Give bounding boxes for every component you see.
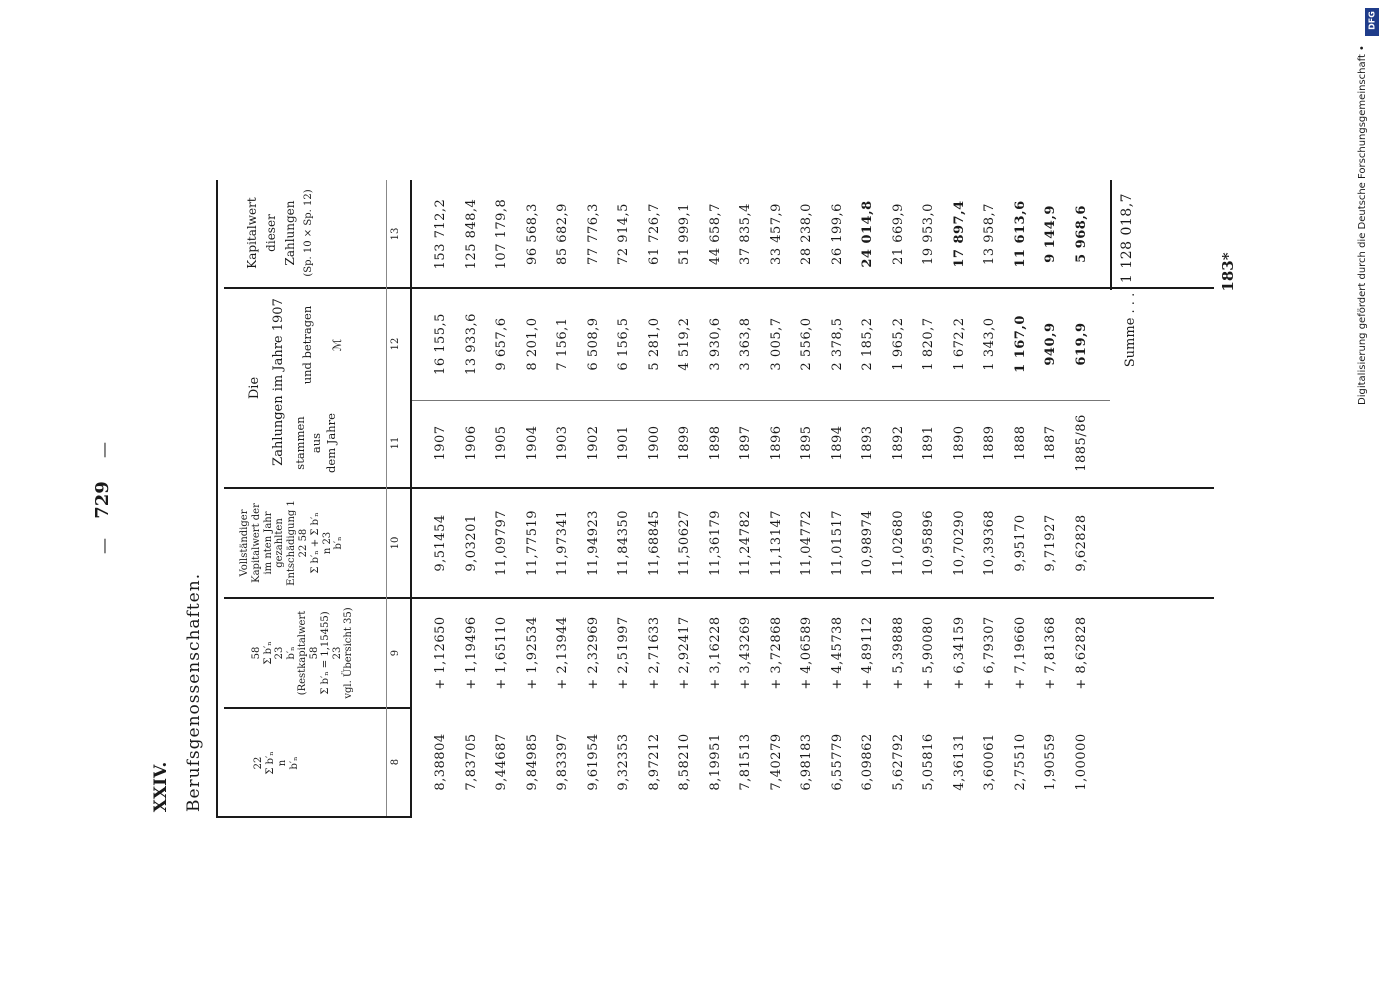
table-cell-col10: 10,95896 <box>921 509 936 577</box>
table-cell-col9: + 1,92534 <box>524 616 540 690</box>
header-col10-line2: Kapitalwert der <box>250 503 262 583</box>
table-cell-col8: 8,38804 <box>433 733 448 791</box>
table-cell-col10: 9,71927 <box>1043 514 1058 572</box>
table-cell-col8: 6,09862 <box>860 733 875 791</box>
table-cell-col8: 6,98183 <box>799 733 814 791</box>
header-col8-denominator: b′ₙ <box>289 756 300 770</box>
table-cell-col10: 11,68845 <box>646 509 662 577</box>
table-cell-col12: 3 930,6 <box>707 317 723 371</box>
table-cell-col10: 11,04772 <box>799 509 814 577</box>
table-cell-col13: 13 958,7 <box>982 203 997 265</box>
table-cell-col13: 96 568,3 <box>524 203 540 265</box>
table-cell-col9: + 2,32969 <box>585 616 601 690</box>
table-cell-col12: 13 933,6 <box>463 313 479 375</box>
table-cell-col12: 3 363,8 <box>738 317 753 371</box>
header-col10-limits-upper: 22 58 <box>297 528 309 558</box>
header-col11-line1: stammen <box>293 416 307 470</box>
table-cell-col12: 6 508,9 <box>585 317 601 371</box>
table-cell-col8: 7,81513 <box>738 733 753 791</box>
header-col11 <box>293 395 379 491</box>
table-cell-col13: 77 776,3 <box>585 203 601 265</box>
table-cell-col13: 33 457,9 <box>768 203 784 265</box>
dfg-logo <box>1365 8 1379 36</box>
table-cell-col8: 9,83397 <box>555 733 570 791</box>
page-dash-top: — <box>94 442 113 458</box>
table-cell-col8: 8,58210 <box>677 733 692 791</box>
table-cell-col11: 1904 <box>524 425 540 461</box>
table-cell-col10: 11,94923 <box>585 509 601 577</box>
page-dash-bottom: — <box>94 538 113 554</box>
table-cell-col10: 11,13147 <box>768 509 784 577</box>
table-cell-col9: + 2,51997 <box>616 616 631 690</box>
table-cell-col13: 153 712,2 <box>433 198 448 270</box>
table-cell-col13: 51 999,1 <box>677 203 692 265</box>
table-cell-col9: + 2,92417 <box>677 616 692 690</box>
table-cell-col13: 107 179,8 <box>494 198 509 270</box>
table-cell-col10: 11,09797 <box>494 509 509 577</box>
header-col11-line3: dem Jahre <box>324 413 339 473</box>
table-cell-col9: + 6,34159 <box>951 616 967 690</box>
table-cell-col9: + 3,43269 <box>738 616 753 690</box>
table-cell-col13: 9 144,9 <box>1043 205 1058 263</box>
table-cell-col9: + 2,13944 <box>555 616 570 690</box>
table-cell-col13: 44 658,7 <box>707 203 723 265</box>
table-cell-col9: + 1,65110 <box>494 616 509 690</box>
table-cell-col11: 1907 <box>433 425 448 461</box>
table-cell-col8: 2,75510 <box>1012 733 1028 791</box>
table-cell-col11: 1902 <box>585 425 601 461</box>
table-cell-col9: + 4,89112 <box>860 616 875 690</box>
header-col13-line2: dieser <box>264 214 279 252</box>
table-cell-col9: + 7,19660 <box>1012 616 1028 690</box>
table-cell-col12: 16 155,5 <box>433 313 448 375</box>
header-col12-line1: und betragen <box>300 305 314 385</box>
table-cell-col9: + 5,39888 <box>890 616 906 690</box>
header-col8-lower: n <box>277 759 288 767</box>
header-col8-sum: Σ b′ₙ <box>265 751 276 775</box>
table-cell-col9: + 1,12650 <box>433 616 448 690</box>
section-number: XXIV. <box>151 761 171 813</box>
page-number: 729 <box>92 481 113 519</box>
header-col10-line5: Entschädigung 1 <box>286 500 298 586</box>
table-cell-col12: 619,9 <box>1073 322 1089 366</box>
table-cell-col11: 1888 <box>1012 425 1028 461</box>
table-cell-col8: 9,84985 <box>524 733 540 791</box>
table-cell-col10: 11,77519 <box>524 509 540 577</box>
header-col9-sum: Σ b′ₙ <box>262 641 274 665</box>
table-cell-col10: 11,36179 <box>707 509 723 577</box>
table-left-rule <box>216 180 218 818</box>
table-cell-col8: 7,83705 <box>463 733 479 791</box>
section-title: Berufsgenossenschaften. <box>184 572 204 812</box>
table-cell-col12: 6 156,5 <box>616 317 631 371</box>
table-cell-col9: + 8,62828 <box>1073 616 1089 690</box>
table-cell-col12: 1 167,0 <box>1012 315 1028 373</box>
signature-mark: 183* <box>1219 252 1237 292</box>
table-rule-col12 <box>410 400 1110 401</box>
summe-rule <box>1110 180 1112 290</box>
header-col10-limits-lower: n 23 <box>321 531 333 555</box>
table-cell-col8: 9,61954 <box>585 733 601 791</box>
header-col12-unit: ℳ <box>329 338 344 352</box>
header-group-die: Die <box>247 376 262 400</box>
table-cell-col12: 1 672,2 <box>951 317 967 371</box>
table-cell-col8: 1,00000 <box>1073 733 1089 791</box>
table-cell-col10: 11,84350 <box>616 509 631 577</box>
table-cell-col13: 61 726,7 <box>646 203 662 265</box>
table-cell-col10: 11,01517 <box>829 509 845 577</box>
table-cell-col11: 1901 <box>616 425 631 461</box>
table-cell-col11: 1893 <box>860 425 875 461</box>
table-cell-col11: 1885/86 <box>1073 414 1089 472</box>
table-cell-col12: 3 005,7 <box>768 317 784 371</box>
table-cell-col11: 1892 <box>890 425 906 461</box>
table-cell-col13: 28 238,0 <box>799 203 814 265</box>
column-number: 10 <box>390 536 401 550</box>
header-col9-note-sum: Σ b′ₙ = 1,15455) <box>320 611 331 695</box>
table-cell-col10: 11,02680 <box>890 509 906 577</box>
header-col9-reference: vgl. Übersicht 35) <box>343 607 354 699</box>
table-cell-col13: 17 897,4 <box>951 200 967 268</box>
table-cell-col10: 9,03201 <box>463 514 479 572</box>
table-cell-col12: 2 185,2 <box>860 317 875 371</box>
table-cell-col10: 9,62828 <box>1073 514 1089 572</box>
table-cell-col11: 1900 <box>646 425 662 461</box>
header-col9-note: (Restkapitalwert <box>297 610 308 696</box>
table-cell-col11: 1890 <box>951 425 967 461</box>
table-cell-col11: 1905 <box>494 425 509 461</box>
table-cell-col11: 1906 <box>463 425 479 461</box>
column-number: 13 <box>390 227 401 241</box>
table-cell-col12: 940,9 <box>1043 322 1058 366</box>
table-cell-col13: 5 968,6 <box>1073 205 1089 263</box>
table-cell-col10: 10,70290 <box>951 509 967 577</box>
table-cell-col8: 9,32353 <box>616 733 631 791</box>
table-cell-col9: + 3,72868 <box>768 616 784 690</box>
table-cell-col10: 9,95170 <box>1012 514 1028 572</box>
table-cell-col13: 125 848,4 <box>463 198 479 270</box>
table-cell-col10: 11,50627 <box>677 509 692 577</box>
header-column-number-rule <box>386 180 387 816</box>
table-cell-col9: + 2,71633 <box>646 616 662 690</box>
table-cell-col13: 21 669,9 <box>890 203 906 265</box>
header-col9-lower: 23 <box>274 646 285 660</box>
table-cell-col11: 1889 <box>982 425 997 461</box>
table-cell-col9: + 4,45738 <box>829 616 845 690</box>
table-cell-col12: 1 965,2 <box>890 317 906 371</box>
table-cell-col8: 8,97212 <box>646 733 662 791</box>
header-col8-upper: 22 <box>253 756 264 770</box>
table-cell-col9: + 3,16228 <box>707 616 723 690</box>
header-col9-denominator: b′ₙ <box>285 646 297 660</box>
table-cell-col11: 1897 <box>738 425 753 461</box>
table-cell-col10: 9,51454 <box>433 514 448 572</box>
table-cell-col9: + 1,19496 <box>463 616 479 690</box>
column-number: 11 <box>390 436 401 450</box>
header-col13-line1: Kapitalwert <box>245 197 259 269</box>
column-number: 9 <box>390 649 401 657</box>
table-cell-col12: 1 820,7 <box>921 317 936 371</box>
table-cell-col13: 11 613,6 <box>1012 200 1028 268</box>
table-cell-col12: 4 519,2 <box>677 317 692 371</box>
table-cell-col9: + 6,79307 <box>982 616 997 690</box>
header-body-rule <box>410 180 412 818</box>
header-col9-note-upper: 58 <box>308 646 320 660</box>
table-cell-col12: 2 378,5 <box>829 317 845 371</box>
header-col9-note-lower: 23 <box>331 646 343 660</box>
column-number: 8 <box>390 758 401 766</box>
column-number: 12 <box>390 337 401 351</box>
table-cell-col11: 1903 <box>555 425 570 461</box>
header-col10-line3: im nten Jahr <box>262 511 274 575</box>
header-col9-upper: 58 <box>251 646 262 660</box>
table-cell-col12: 2 556,0 <box>799 317 814 371</box>
header-col13 <box>243 133 349 333</box>
table-cell-col9: + 5,90080 <box>921 616 936 690</box>
table-cell-col10: 10,98974 <box>860 509 875 577</box>
table-cell-col11: 1896 <box>768 425 784 461</box>
table-cell-col9: + 7,81368 <box>1043 616 1058 690</box>
table-cell-col8: 4,36131 <box>951 733 967 791</box>
header-col10-formula: Σ b′ₙ + Σ b′ₙ <box>309 512 321 574</box>
header-col10-line4: gezahlten <box>274 518 286 568</box>
table-cell-col13: 37 835,4 <box>738 203 753 265</box>
table-cell-col10: 11,24782 <box>738 509 753 577</box>
header-col10-line1: Vollständiger <box>239 509 250 577</box>
table-cell-col11: 1899 <box>677 425 692 461</box>
table-cell-col11: 1891 <box>921 425 936 461</box>
table-cell-col11: 1898 <box>707 425 723 461</box>
digitization-credit: Digitalisierung gefördert durch die Deutsche Forschungsgemeinschaft • <box>1357 45 1368 405</box>
table-cell-col13: 85 682,9 <box>555 203 570 265</box>
table-cell-col8: 9,44687 <box>494 733 509 791</box>
table-cell-col13: 24 014,8 <box>860 200 875 268</box>
table-cell-col10: 11,97341 <box>555 509 570 577</box>
table-cell-col8: 7,40279 <box>768 733 784 791</box>
table-cell-col12: 7 156,1 <box>555 317 570 371</box>
dfg-logo-text: DFG <box>1367 11 1377 30</box>
table-cell-col8: 6,55779 <box>829 733 845 791</box>
summe-value: 1 128 018,7 <box>1119 192 1135 284</box>
header-col10-denominator: b′ₙ <box>333 536 345 550</box>
table-cell-col8: 3,60061 <box>982 733 997 791</box>
table-cell-col12: 1 343,0 <box>982 317 997 371</box>
table-cell-col12: 9 657,6 <box>494 317 509 371</box>
table-cell-col12: 8 201,0 <box>524 317 540 371</box>
table-cell-col8: 5,62792 <box>890 733 906 791</box>
header-col13-line3: Zahlungen <box>283 200 298 266</box>
table-cell-col13: 72 914,5 <box>616 203 631 265</box>
table-cell-col11: 1895 <box>799 425 814 461</box>
table-cell-col13: 26 199,6 <box>829 203 845 265</box>
header-group-zahlungen: Zahlungen im Jahre 1907 <box>271 298 286 466</box>
table-cell-col9: + 4,06589 <box>799 616 814 690</box>
table-cell-col11: 1894 <box>829 425 845 461</box>
table-cell-col11: 1887 <box>1043 425 1058 461</box>
table-cell-col8: 5,05816 <box>921 733 936 791</box>
table-cell-col10: 10,39368 <box>982 509 997 577</box>
table-cell-col12: 5 281,0 <box>646 317 662 371</box>
summe-label: Summe . . . <box>1123 292 1138 368</box>
header-col13-formula: (Sp. 10 × Sp. 12) <box>302 189 314 277</box>
table-cell-col8: 1,90559 <box>1043 733 1058 791</box>
table-cell-col8: 8,19951 <box>707 733 723 791</box>
header-col11-line2: aus <box>308 432 323 454</box>
table-cell-col13: 19 953,0 <box>921 203 936 265</box>
